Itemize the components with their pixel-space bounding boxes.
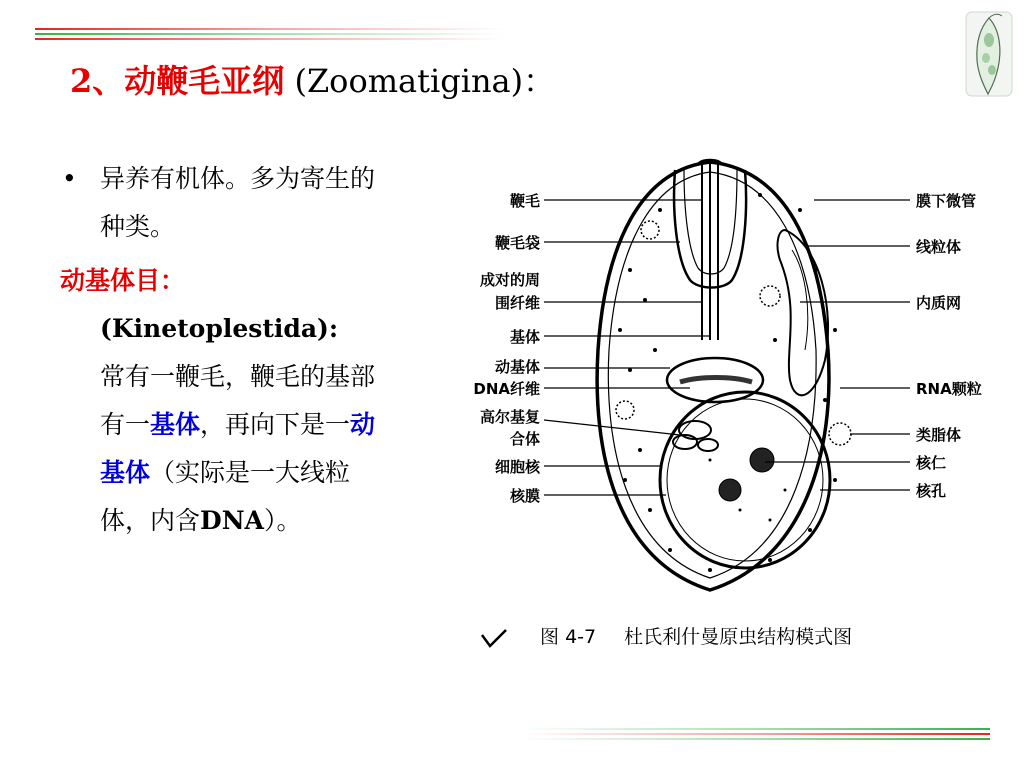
label-nuclear-pore: 核孔	[916, 482, 947, 500]
figure-caption	[480, 622, 852, 649]
label-basal-body: 基体	[509, 328, 540, 346]
label-nucleus: 细胞核	[494, 458, 540, 476]
rna-granules	[618, 193, 837, 572]
caption-title: 杜氏利什曼原虫结构模式图	[624, 626, 853, 648]
page-title	[70, 56, 555, 102]
bullet-text: 异养有机体。多为寄生的种类。	[100, 164, 376, 241]
term-basal-body: 基体	[150, 410, 201, 439]
label-flagellar-pocket: 鞭毛袋	[494, 234, 540, 252]
order-description-text	[100, 353, 390, 545]
label-rna-granules: RNA颗粒	[916, 380, 982, 398]
label-paired-fibers-2: 围纤维	[494, 294, 540, 312]
caption-number: 图 4-7	[540, 626, 597, 648]
content-text	[60, 155, 390, 545]
label-endoplasmic-reticulum: 内质网	[916, 294, 962, 312]
desc-text-3: （实际是一大线粒体，内含	[100, 458, 351, 535]
term-dna: DNA	[200, 506, 264, 535]
term-kinetoplast: 动基体	[100, 410, 376, 487]
label-kinetoplast: 动基体	[494, 358, 540, 376]
label-subpellicular-microtubules: 膜下微管	[916, 192, 977, 210]
label-paired-fibers-1: 成对的周	[479, 271, 540, 289]
left-labels	[473, 192, 541, 505]
desc-text-4: ）。	[263, 506, 302, 535]
euglena-logo-icon	[964, 10, 1014, 98]
label-flagellum: 鞭毛	[509, 192, 540, 210]
label-golgi-1: 高尔基复	[479, 408, 540, 426]
check-mark-icon	[480, 627, 508, 649]
bottom-decorative-lines	[520, 726, 990, 742]
leishmania-structure-diagram	[440, 150, 1015, 620]
title-latin: (Zoomatigina)：	[294, 62, 556, 100]
bullet-dot-icon: •	[62, 164, 77, 193]
label-nuclear-membrane: 核膜	[509, 487, 540, 505]
cell-drawing	[597, 160, 851, 590]
label-nucleolus: 核仁	[916, 454, 947, 472]
desc-text-2: ，再向下是一	[200, 410, 351, 439]
label-mitochondrion: 线粒体	[916, 238, 962, 256]
label-dna-fibers: DNA纤维	[473, 380, 540, 398]
order-heading: 动基体目：	[60, 266, 186, 295]
desc-text-1: 常有一鞭毛，鞭毛的基部有一	[100, 362, 376, 439]
right-labels	[915, 192, 982, 500]
top-decorative-lines	[35, 26, 505, 42]
order-description	[60, 305, 390, 545]
label-lipid-body: 类脂体	[916, 426, 962, 444]
label-golgi-2: 合体	[509, 430, 540, 448]
bullet-item	[60, 155, 390, 251]
order-latin-name: (Kinetoplestida):	[100, 314, 339, 343]
title-chinese: 2、动鞭毛亚纲	[70, 62, 285, 100]
